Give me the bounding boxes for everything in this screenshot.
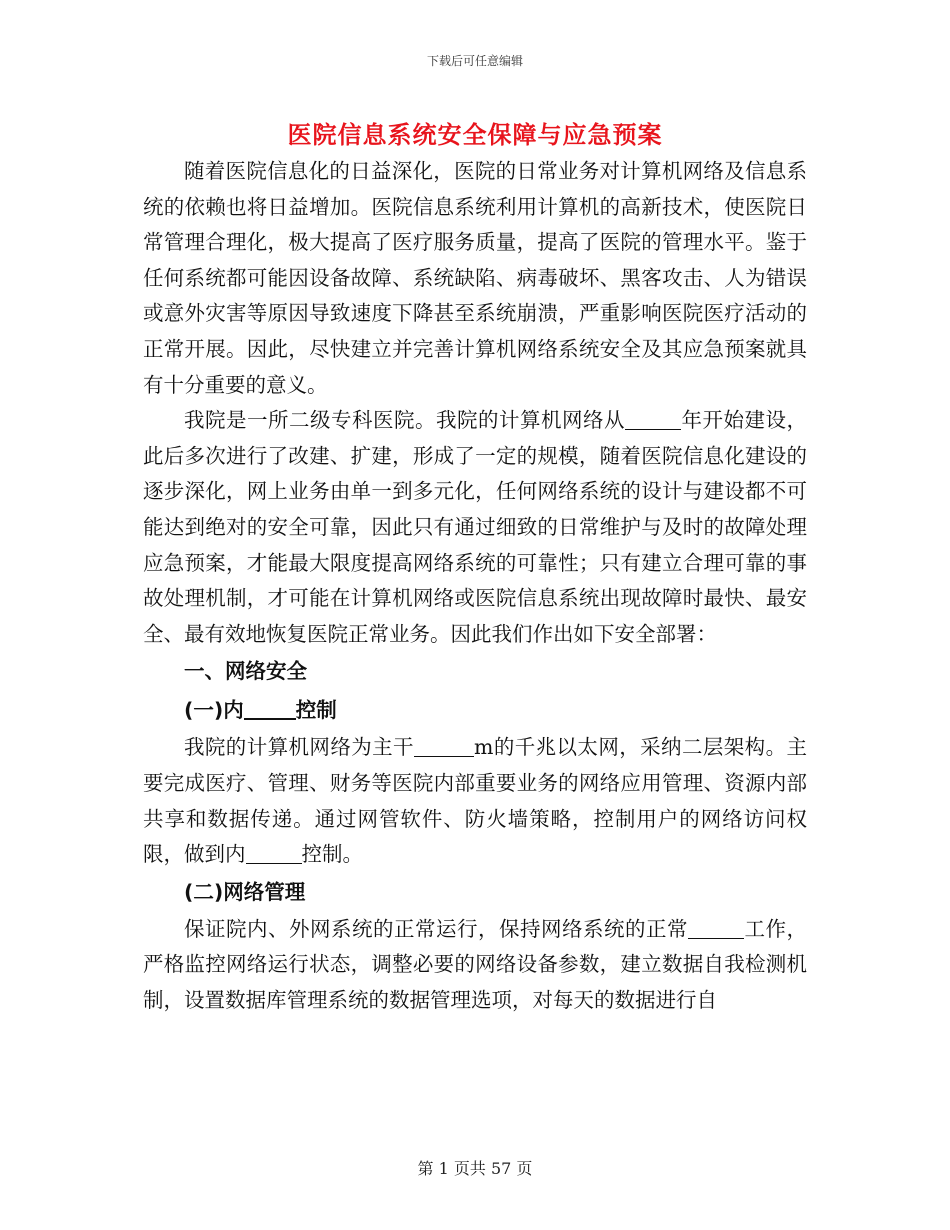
fill-blank-control	[246, 843, 302, 865]
paragraph-text: 保证院内、外网系统的正常运行，保持网络系统的正常	[184, 916, 688, 941]
heading-text: 控制	[295, 698, 337, 723]
paragraph-text: 我院是一所二级专科医院。我院的计算机网络从	[184, 408, 625, 433]
paragraph-text: 我院的计算机网络为主干	[184, 735, 414, 760]
paragraph-text: m的千兆以太网，采纳二层架构。主要完成医疗、管理、财务等医院内部重要业务的网络应用管理、资源内部共享和数据传递。通过网管软件、防火墙策略，控制用户的网络访问权限，做到内	[143, 735, 807, 867]
hospital-overview-paragraph	[143, 403, 807, 652]
section-heading-network-security: 一、网络安全	[184, 659, 307, 684]
paragraph-text: 工作，严格监控网络运行状态，调整必要的网络设备参数，建立数据自我检测机制，设置数据库管理系统的数据管理选项，对每天的数据进行自	[143, 916, 807, 1012]
paragraph-text: 年开始建设，此后多次进行了改建、扩建，形成了一定的规模，随着医院信息化建设的逐步深化，网上业务由单一到多元化，任何网络系统的设计与建设都不可能达到绝对的安全可靠，因此只有通过细致的日常维护与及时的故障处理应急预案，才能最大限度提高网络系统的可靠性；只有建立合理可靠的事故处理机制，才可能在计算机网络或医院信息系统出现故障时最快、最安全、最有效地恢复医院正常业务。因此我们作出如下安全部署：	[143, 408, 807, 646]
subsection-heading-network-management: (二)网络管理	[184, 879, 306, 904]
document-title: 医院信息系统安全保障与应急预案	[287, 121, 663, 149]
fill-blank-work	[688, 917, 744, 939]
network-management-paragraph	[143, 912, 807, 1019]
page-footer: 第 1 页共 57 页	[417, 1159, 533, 1178]
network-description-paragraph	[143, 730, 807, 872]
fill-blank-backbone	[414, 736, 474, 758]
paragraph-text: 控制。	[301, 842, 363, 867]
heading-text: (一)内	[184, 698, 244, 723]
subsection-heading-internal-control	[143, 691, 807, 730]
document-body	[143, 154, 807, 1018]
fill-blank-heading	[244, 698, 296, 721]
page-header: 下载后可任意编辑	[426, 54, 523, 68]
fill-blank-year	[625, 409, 681, 431]
intro-paragraph: 随着医院信息化的日益深化，医院的日常业务对计算机网络及信息系统的依赖也将日益增加。医院信息系统利用计算机的高新技术，使医院日常管理合理化，极大提高了医疗服务质量，提高了医院的管理水平。鉴于任何系统都可能因设备故障、系统缺陷、病毒破坏、黑客攻击、人为错误或意外灾害等原因导致速度下降甚至系统崩溃，严重影响医院医疗活动的正常开展。因此，尽快建立并完善计算机网络系统安全及其应急预案就具有十分重要的意义。	[143, 159, 807, 397]
